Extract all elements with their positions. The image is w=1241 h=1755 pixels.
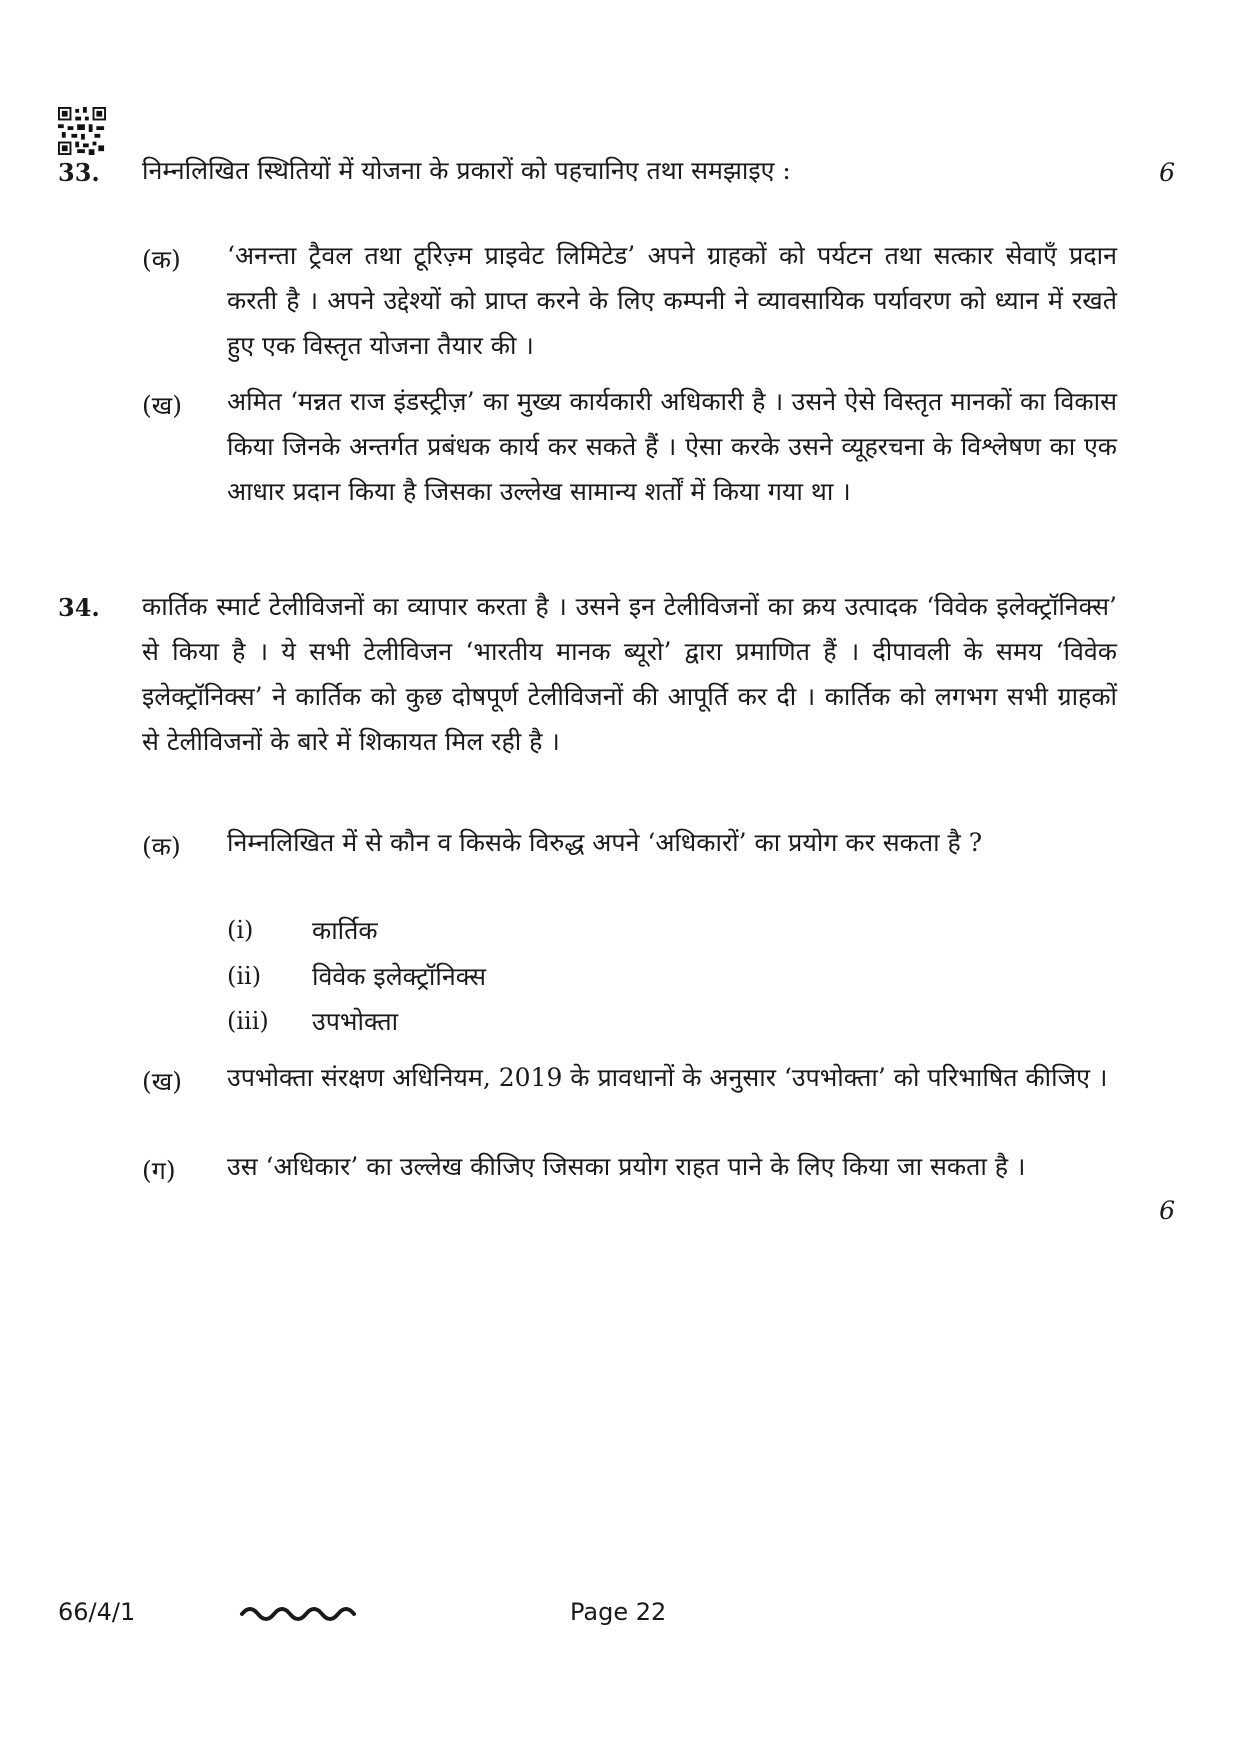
question-33-part-ka-label: (क) bbox=[142, 245, 181, 274]
question-34-part-ga-text: उस ‘अधिकार’ का उल्लेख कीजिए जिसका प्रयोग राहत पाने के लिए किया जा सकता है । bbox=[227, 1152, 1026, 1181]
option-i-label: (i) bbox=[227, 916, 254, 944]
option-ii-text: विवेक इलेक्ट्रॉनिक्स bbox=[312, 962, 487, 991]
option-i-text: कार्तिक bbox=[312, 916, 378, 945]
question-34-number: 34. bbox=[58, 593, 100, 622]
question-34-marks: 6 bbox=[1159, 1196, 1175, 1225]
question-34-stem: कार्तिक स्मार्ट टेलीविजनों का व्यापार करता है । उसने इन टेलीविजनों का क्रय उत्पादक ‘विवेक इलेक्ट्रॉनिक्स’ से किया है । ये सभी टेलीविजन ‘भारतीय मानक ब्यूरो’ द्वारा प्रमाणित हैं । दीपावली के समय ‘विवेक इलेक्ट्रॉनिक्स’ ने कार्तिक को कुछ दोषपूर्ण टेलीविजनों की आपूर्ति कर दी । कार्तिक को लगभग सभी ग्राहकों से टेलीविजनों के बारे में शिकायत मिल रही है । bbox=[142, 592, 1117, 756]
paper-code: 66/4/1 bbox=[58, 1598, 136, 1626]
question-34-part-kha-text: उपभोक्ता संरक्षण अधिनियम, 2019 के प्रावधानों के अनुसार ‘उपभोक्ता’ को परिभाषित कीजिए । bbox=[227, 1063, 1108, 1092]
question-34-part-kha-label: (ख) bbox=[142, 1067, 182, 1096]
question-33-number: 33. bbox=[58, 158, 100, 187]
question-33-stem: निम्नलिखित स्थितियों में योजना के प्रकारों को पहचानिए तथा समझाइए : bbox=[142, 156, 791, 185]
question-33-part-ka-text: ‘अनन्ता ट्रैवल तथा टूरिज़्म प्राइवेट लिमिटेड’ अपने ग्राहकों को पर्यटन तथा सत्कार सेवाएँ प्रदान करती है । अपने उद्देश्यों को प्राप्त करने के लिए कम्पनी ने व्यावसायिक पर्यावरण को ध्यान में रखते हुए एक विस्तृत योजना तैयार की । bbox=[227, 241, 1117, 360]
question-33-part-kha-text: अमित ‘मन्नत राज इंडस्ट्रीज़’ का मुख्य कार्यकारी अधिकारी है । उसने ऐसे विस्तृत मानकों का विकास किया जिनके अन्तर्गत प्रबंधक कार्य कर सकते हैं । ऐसा करके उसने व्यूहरचना के विश्लेषण का एक आधार प्रदान किया है जिसका उल्लेख सामान्य शर्तों में किया गया था । bbox=[227, 387, 1117, 506]
question-34-part-ga-label: (ग) bbox=[142, 1156, 176, 1185]
qr-code-icon bbox=[58, 107, 106, 155]
option-iii-label: (iii) bbox=[227, 1007, 269, 1035]
question-34-part-ka-label: (क) bbox=[142, 832, 181, 861]
question-33-marks: 6 bbox=[1159, 158, 1175, 187]
question-34-part-ka-text: निम्नलिखित में से कौन व किसके विरुद्ध अपने ‘अधिकारों’ का प्रयोग कर सकता है ? bbox=[227, 828, 983, 857]
option-ii-label: (ii) bbox=[227, 962, 262, 990]
question-33-part-kha-label: (ख) bbox=[142, 391, 182, 420]
tilde-decoration-icon bbox=[238, 1600, 356, 1624]
page-number: Page 22 bbox=[570, 1598, 667, 1626]
option-iii-text: उपभोक्ता bbox=[312, 1007, 399, 1036]
